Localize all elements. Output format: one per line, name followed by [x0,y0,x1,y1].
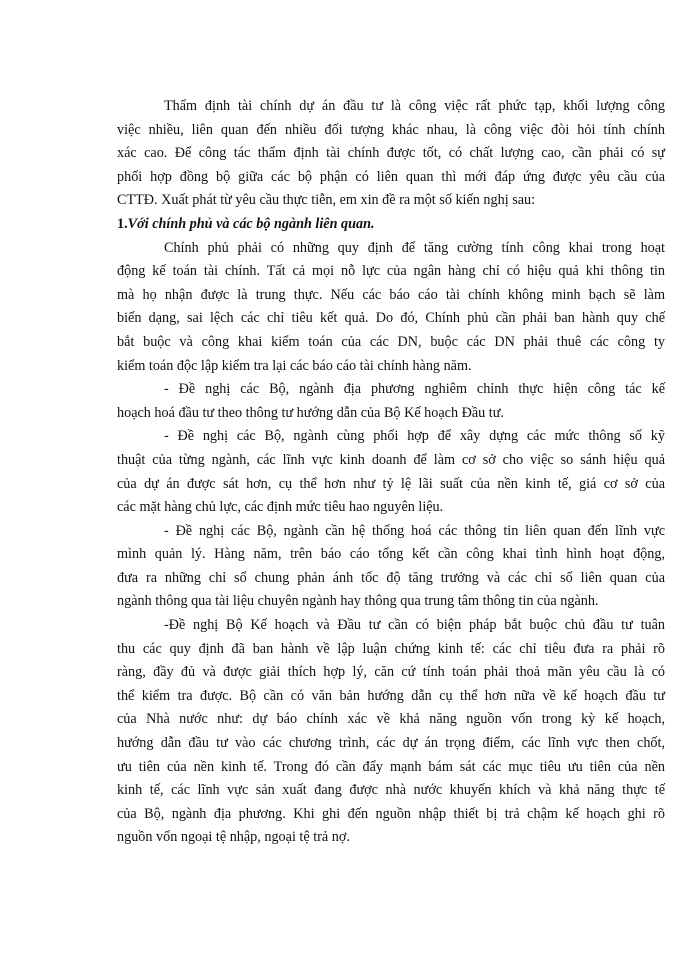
text-line: -Đề nghị Bộ Kế hoạch và Đầu tư cần có biện pháp bắt buộc chủ đầu tư tuân [164,617,665,634]
text-line: các mặt hàng chủ lực, các định mức tiêu hao nguyên liệu. [117,499,444,516]
text-line: CTTĐ. Xuất phát từ yêu cầu thực tiễn, em xin đề ra một số kiến nghị sau: [117,192,536,209]
text-line: thể kiểm tra được. Bộ cần có văn bản hướng dẫn cụ thể hơn nữa về kế hoạch đầu tư [117,687,665,704]
text-line: phối hợp đồng bộ giữa các bộ phận có liên quan thì mới đáp ứng được yêu cầu của [117,168,665,185]
paragraph-government [117,237,665,379]
text-line: ưu tiên của nền kinh tế. Trong đó cần đẩy mạnh bám sát các mục tiêu ưu tiên của nền [117,758,665,775]
paragraph-recommendation-ministry [117,614,665,850]
text-line: hoạch hoá đầu tư theo thông tư hướng dẫn của Bộ Kế hoạch Đầu tư. [117,404,504,421]
text-line: xác cao. Để công tác thẩm định tài chính được tốt, có chất lượng cao, cần phải có sự [117,145,665,162]
text-line: nguồn vốn ngoại tệ nhập, ngoại tệ trả nợ. [117,829,350,846]
paragraph-recommendation-planning [117,378,665,425]
text-line: Chính phủ phải có những quy định để tăng cường tính công khai trong hoạt [164,239,665,256]
text-line: đưa ra những chỉ số chung phản ánh tốc độ tăng trưởng và các chỉ số liên quan của [117,569,665,586]
paragraph-intro [117,95,665,213]
text-line: - Đề nghị các Bộ, ngành địa phương nghiêm chỉnh thực hiện công tác kế [164,381,665,398]
section-heading [117,213,665,237]
text-line: hướng dẫn đầu tư vào các chương trình, các dự án trọng điểm, các lĩnh vực then chốt, [117,735,665,752]
paragraph-recommendation-parameters [117,425,665,519]
text-line: ngành thông qua tài liệu chuyên ngành hay thông qua trung tâm thông tin của ngành. [117,593,599,610]
text-line: thuật của từng ngành, các lĩnh vực kinh doanh để làm cơ sở cho việc so sánh hiệu quả [117,451,665,468]
text-line: bắt buộc và công khai kiểm toán của các DN, buộc các DN phải thuê các công ty [117,333,665,350]
text-line: thu các quy định đã ban hành về lập luận chứng kinh tế: các chỉ tiêu đưa ra phải rõ [117,640,665,657]
paragraph-recommendation-information [117,520,665,614]
text-line: mà họ nhận được là trung thực. Nếu các báo cáo tài chính không minh bạch sẽ làm [117,286,665,303]
text-line: Thẩm định tài chính dự án đầu tư là công việc rất phức tạp, khối lượng công [164,98,665,114]
text-line: việc nhiều, liên quan đến nhiều đối tượng khác nhau, là công việc đòi hỏi tính chính [117,121,665,138]
text-line: - Đề nghị các Bộ, ngành cần hệ thống hoá các thông tin liên quan đến lĩnh vực [164,522,665,539]
text-line: kinh tế, các lĩnh vực sản xuất đang được nhà nước khuyến khích và khả năng thực tế [117,782,665,799]
section-heading-text: Với chính phủ và các bộ ngành liên quan. [127,215,375,232]
text-line: ràng, đầy đủ và được giải thích hợp lý, căn cứ tính toán phải thoả mãn yêu cầu là có [117,664,665,681]
text-line: của Nhà nước như: dự báo chính xác về khả năng nguồn vốn trong kỳ kế hoạch, [117,711,665,728]
text-line: động kế toán tài chính. Tất cả mọi nỗ lực của ngân hàng chỉ có hiệu quả khi thông tin [117,263,665,280]
document-body [117,95,665,850]
text-line: kiểm toán độc lập kiểm tra lại các báo cáo tài chính hàng năm. [117,357,472,374]
text-line: mình quản lý. Hàng năm, trên báo cáo tổng kết cần công khai tình hình hoạt động, [117,546,665,563]
text-line: của dự án được sát hơn, cụ thể hơn như tỷ lệ lãi suất của nền kinh tế, giá cơ sở của [117,475,665,492]
section-heading-number: 1. [117,215,128,232]
text-line: của Bộ, ngành địa phương. Khi ghi đến nguồn nhập thiết bị trả chậm kế hoạch ghi rõ [117,805,665,822]
text-line: - Đề nghị các Bộ, ngành cùng phối hợp để xây dựng các mức thông số kỹ [164,428,665,445]
text-line: biến dạng, sai lệch các chỉ tiêu kết quả. Do đó, Chính phủ cần phải ban hành quy chế [117,310,665,327]
